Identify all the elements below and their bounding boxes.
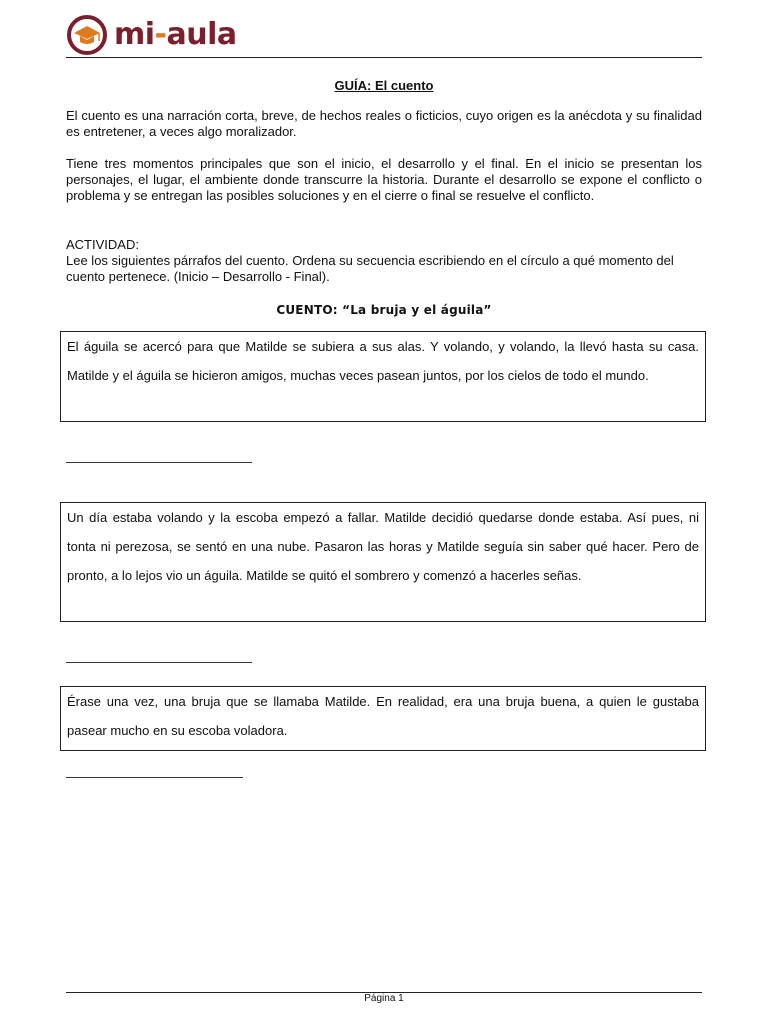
activity-section	[66, 237, 702, 285]
activity-instructions: Lee los siguientes párrafos del cuento. Ordena su secuencia escribiendo en el círculo a qué momento del cuento pertenece. (Inicio – Desarrollo - Final).	[66, 253, 674, 284]
answer-line-1	[66, 462, 252, 463]
page-title: GUÍA: El cuento	[334, 78, 434, 93]
story-box-2: Un día estaba volando y la escoba empezó a fallar. Matilde decidió quedarse donde estaba. Así pues, ni tonta ni perezosa, se sentó en una nube. Pasaron las horas y Matilde seguía sin saber qué hacer. Pero de pronto, a lo lejos vio un águila. Matilde se quitó el sombrero y comenzó a hacerles señas.	[60, 502, 706, 622]
answer-line-2	[66, 662, 252, 663]
graduation-cap-icon	[66, 14, 108, 56]
moments-paragraph: Tiene tres momentos principales que son el inicio, el desarrollo y el final. En el inicio se presentan los personajes, el lugar, el ambiente donde transcurre la historia. Durante el desarrollo se expone el conflicto o problema y se entregan las posibles soluciones y en el cierre o final se resuelve el conflicto.	[66, 156, 702, 203]
activity-heading: ACTIVIDAD:	[66, 237, 139, 252]
brand-logo	[66, 14, 237, 56]
story-box-3: Érase una vez, una bruja que se llamaba Matilde. En realidad, era una bruja buena, a quien le gustaba pasear mucho en su escoba voladora.	[60, 686, 706, 751]
intro-paragraph: El cuento es una narración corta, breve, de hechos reales o ficticios, cuyo origen es la anécdota y su finalidad es entretener, a veces algo moralizador.	[66, 108, 702, 139]
answer-line-3	[66, 777, 243, 778]
story-box-1: El águila se acercó para que Matilde se subiera a sus alas. Y volando, y volando, la llevó hasta su casa. Matilde y el águila se hicieron amigos, muchas veces pasean juntos, por los cielos de todo el mundo.	[60, 331, 706, 422]
page-number: Página 1	[364, 993, 404, 1004]
header-divider	[66, 57, 702, 58]
story-title: CUENTO: “La bruja y el águila”	[276, 303, 492, 317]
logo-wordmark: mi-aula	[114, 17, 237, 52]
